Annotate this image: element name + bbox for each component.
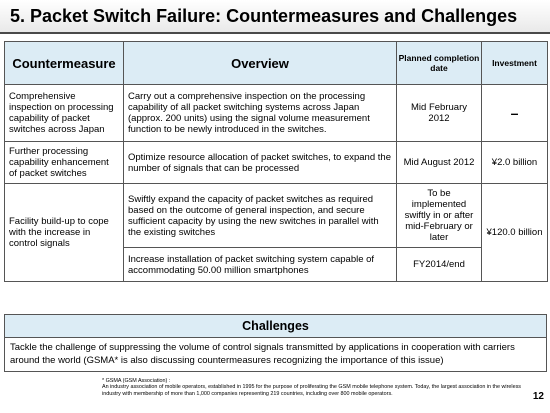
cell-countermeasure: Facility build-up to cope with the increase in control signals: [5, 184, 124, 282]
cell-investment: ¥120.0 billion: [482, 184, 548, 282]
cell-overview: Optimize resource allocation of packet switches, to expand the number of signals that can be processed: [124, 142, 397, 184]
cell-completion: To be implemented swiftly in or after mid-February or later: [397, 184, 482, 248]
cell-countermeasure: Further processing capability enhancement of packet switches: [5, 142, 124, 184]
title-bar: [0, 0, 550, 34]
cell-overview: Swiftly expand the capacity of packet switches as required based on the outcome of general inspection, and secure sufficient capacity by using the new switches in parallel with the existing switches: [124, 184, 397, 248]
cell-overview: Carry out a comprehensive inspection on the processing capability of all packet switching systems across Japan (approx. 200 units) using the signal volume measurement function to be newly introduced in the switches.: [124, 85, 397, 142]
page-title: 5. Packet Switch Failure: Countermeasures and Challenges: [10, 6, 518, 26]
page-number: 12: [532, 391, 544, 402]
challenges-heading: Challenges: [5, 315, 546, 338]
cell-countermeasure: Comprehensive inspection on processing capability of packet switches across Japan: [5, 85, 124, 142]
cell-investment: –: [482, 85, 548, 142]
challenges-box: [4, 314, 547, 372]
cell-overview: Increase installation of packet switching system capable of accommodating 50.00 million smartphones: [124, 248, 397, 282]
footnote-term: * GSMA (GSM Association) :: [102, 378, 171, 384]
challenges-text: Tackle the challenge of suppressing the volume of control signals transmitted by applications in cooperation with carriers around the world (GSMA* is also discussing countermeasures recognizing the importance of this issue): [10, 342, 515, 366]
header-completion: Planned completion date: [397, 42, 482, 85]
table-row: [5, 184, 548, 248]
cell-completion: Mid February 2012: [397, 85, 482, 142]
footnote: [102, 378, 532, 397]
countermeasures-table: [4, 41, 548, 282]
cell-investment: ¥2.0 billion: [482, 142, 548, 184]
table-header-row: [5, 42, 548, 85]
table-row: [5, 85, 548, 142]
header-countermeasure: Countermeasure: [5, 42, 124, 85]
footnote-definition: An industry association of mobile operators, established in 1995 for the purpose of proliferating the GSM mobile telephone system. Today, the largest association in the wireless industry with membership of more than 1,000 companies representing 219 countries, including over 800 mobile operators.: [102, 384, 522, 397]
cell-completion: Mid August 2012: [397, 142, 482, 184]
header-overview: Overview: [124, 42, 397, 85]
table-row: [5, 142, 548, 184]
header-investment: Investment: [482, 42, 548, 85]
cell-completion: FY2014/end: [397, 248, 482, 282]
